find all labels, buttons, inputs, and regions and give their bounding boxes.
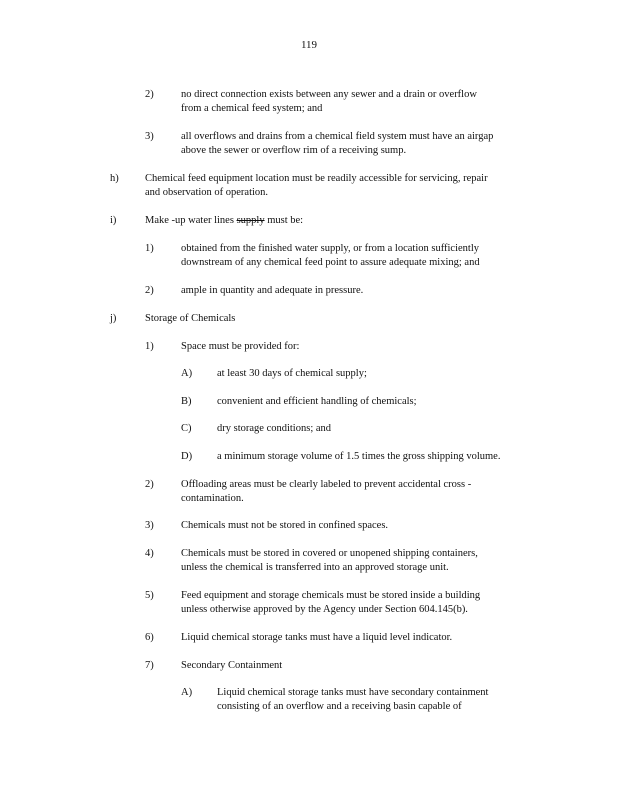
item-line xyxy=(145,214,445,228)
item-line: Chemical feed equipment location must be readily accessible for servicing, repair xyxy=(145,173,488,184)
item-line: unless otherwise approved by the Agency under Section 604.145(b). xyxy=(181,604,468,615)
item-line: convenient and efficient handling of chemicals; xyxy=(217,396,417,407)
item-line: Space must be provided for: xyxy=(181,341,300,352)
item-line: Chemicals must be stored in covered or unopened shipping containers, xyxy=(181,548,478,559)
item-line: Chemicals must not be stored in confined spaces. xyxy=(181,520,389,531)
item-label: 1) xyxy=(145,243,154,254)
item-line: Liquid chemical storage tanks must have a liquid level indicator. xyxy=(181,632,453,643)
item-line: and observation of operation. xyxy=(145,187,269,198)
item-label: C) xyxy=(181,423,192,434)
item-heading: Secondary Containment xyxy=(181,660,283,671)
item-line: no direct connection exists between any sewer and a drain or overflow xyxy=(181,89,477,100)
item-line: above the sewer or overflow rim of a receiving sump. xyxy=(181,145,407,156)
item-label: h) xyxy=(110,173,119,184)
item-line: from a chemical feed system; and xyxy=(181,103,323,114)
item-line: at least 30 days of chemical supply; xyxy=(217,368,367,379)
item-label: 2) xyxy=(145,89,154,100)
item-line: Offloading areas must be clearly labeled to prevent accidental cross - xyxy=(181,479,472,490)
item-label: 7) xyxy=(145,660,154,671)
item-label: B) xyxy=(181,396,192,407)
struck-text: supply xyxy=(236,215,265,226)
item-label: 5) xyxy=(145,590,154,601)
item-label: A) xyxy=(181,368,193,379)
item-label: A) xyxy=(181,687,193,698)
item-line: Feed equipment and storage chemicals must be stored inside a building xyxy=(181,590,481,601)
item-line: unless the chemical is transferred into an approved storage unit. xyxy=(181,562,449,573)
item-label: 6) xyxy=(145,632,154,643)
item-line: ample in quantity and adequate in pressure. xyxy=(181,285,364,296)
item-line: a minimum storage volume of 1.5 times the gross shipping volume. xyxy=(217,451,501,462)
item-label: 2) xyxy=(145,285,154,296)
item-line: consisting of an overflow and a receiving basin capable of xyxy=(217,701,462,712)
item-label: 4) xyxy=(145,548,154,559)
item-label: i) xyxy=(110,215,117,226)
item-line: dry storage conditions; and xyxy=(217,423,332,434)
item-line: contamination. xyxy=(181,493,244,504)
item-text: must be: xyxy=(264,215,304,226)
item-line: downstream of any chemical feed point to assure adequate mixing; and xyxy=(181,257,480,268)
item-label: j) xyxy=(110,313,117,324)
item-line: all overflows and drains from a chemical field system must have an airgap xyxy=(181,131,494,142)
item-label: 1) xyxy=(145,341,154,352)
item-text: Make -up water lines xyxy=(145,215,237,226)
page-number: 119 xyxy=(300,39,318,51)
item-label: 3) xyxy=(145,131,154,142)
item-label: 3) xyxy=(145,520,154,531)
item-label: D) xyxy=(181,451,193,462)
item-line: obtained from the finished water supply, or from a location sufficiently xyxy=(181,243,480,254)
item-line: Liquid chemical storage tanks must have secondary containment xyxy=(217,687,489,698)
item-label: 2) xyxy=(145,479,154,490)
item-heading: Storage of Chemicals xyxy=(145,313,236,324)
